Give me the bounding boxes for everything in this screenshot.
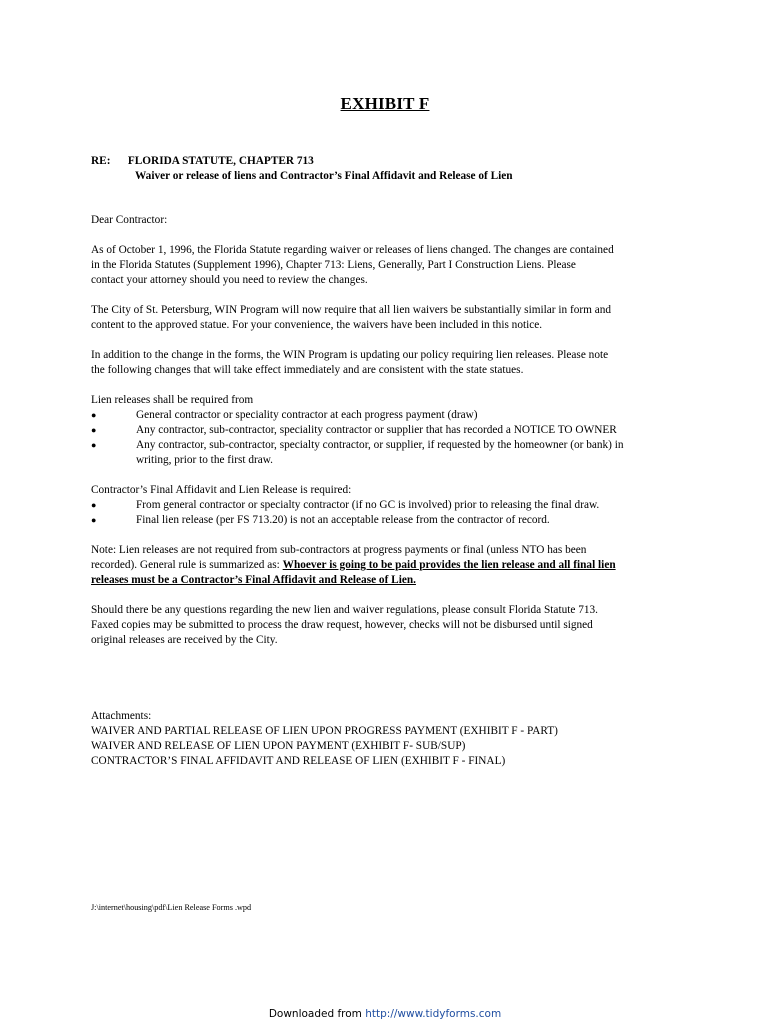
paragraph-line: Note: Lien releases are not required from sub-contractors at progress payments or final (unless NTO has been <box>91 544 587 556</box>
paragraph-win-program <box>91 303 691 333</box>
paragraph-line: Should there be any questions regarding the new lien and waiver regulations, please consult Florida Statute 713. <box>91 604 598 616</box>
bullet-icon: ● <box>91 410 97 420</box>
paragraph-line: the following changes that will take effect immediately and are consistent with the state statues. <box>91 364 524 376</box>
list-heading: Lien releases shall be required from <box>91 394 254 406</box>
attachment-item: WAIVER AND PARTIAL RELEASE OF LIEN UPON PROGRESS PAYMENT (EXHIBIT F - PART) <box>91 725 558 737</box>
bullet-icon: ● <box>91 440 97 450</box>
paragraph-line <box>91 558 691 573</box>
paragraph-line: In addition to the change in the forms, the WIN Program is updating our policy requiring lien releases. Please note <box>91 349 609 361</box>
general-rule-emphasis: releases must be a Contractor’s Final Affidavit and Release of Lien. <box>91 574 416 586</box>
note-text: recorded). General rule is summarized as: <box>91 559 283 571</box>
footer-link[interactable]: http://www.tidyforms.com <box>365 1008 502 1020</box>
list-item <box>91 408 691 423</box>
list-item <box>91 423 691 438</box>
paragraph-statute-change <box>91 243 691 288</box>
subject-block <box>91 154 513 184</box>
paragraph-line: contact your attorney should you need to review the changes. <box>91 274 368 286</box>
paragraph-line: Faxed copies may be submitted to process the draw request, however, checks will not be disbursed until signed <box>91 619 593 631</box>
bullet-icon: ● <box>91 500 97 510</box>
salutation: Dear Contractor: <box>91 214 168 226</box>
list-item <box>91 438 691 453</box>
bullet-icon: ● <box>91 515 97 525</box>
attachments-list <box>91 709 558 769</box>
lien-release-requirements <box>91 393 691 468</box>
list-item <box>91 498 691 513</box>
paragraph-line: The City of St. Petersburg, WIN Program will now require that all lien waivers be substantially similar in form and <box>91 304 612 316</box>
subject-line-1: FLORIDA STATUTE, CHAPTER 713 <box>127 155 314 167</box>
list-item-text: Any contractor, sub-contractor, specialty contractor, or supplier, if requested by the homeowner (or bank) in <box>136 439 624 451</box>
file-path: J:\internet\housing\pdf\Lien Release Forms .wpd <box>91 903 252 912</box>
list-item <box>91 513 691 528</box>
download-footer <box>0 1008 770 1020</box>
list-item-text: General contractor or speciality contractor at each progress payment (draw) <box>136 409 478 421</box>
paragraph-policy-update <box>91 348 691 378</box>
footer-prefix: Downloaded from <box>268 1008 366 1020</box>
attachment-item: CONTRACTOR’S FINAL AFFIDAVIT AND RELEASE OF LIEN (EXHIBIT F - FINAL) <box>91 755 506 767</box>
list-item-continuation <box>91 453 691 468</box>
list-item-text: Any contractor, sub-contractor, speciality contractor or supplier that has recorded a NOTICE TO OWNER <box>136 424 617 436</box>
re-label: RE: <box>91 155 111 167</box>
list-heading: Contractor’s Final Affidavit and Lien Release is required: <box>91 484 352 496</box>
document-title: EXHIBIT F <box>340 94 430 113</box>
final-affidavit-requirements <box>91 483 691 528</box>
paragraph-line: As of October 1, 1996, the Florida Statute regarding waiver or releases of liens changed. The changes are contained <box>91 244 614 256</box>
attachment-item: WAIVER AND RELEASE OF LIEN UPON PAYMENT (EXHIBIT F- SUB/SUP) <box>91 740 466 752</box>
paragraph-line: content to the approved statue. For your convenience, the waivers have been included in this notice. <box>91 319 543 331</box>
note-paragraph <box>91 543 691 588</box>
subject-line-2: Waiver or release of liens and Contractor’s Final Affidavit and Release of Lien <box>135 170 513 182</box>
list-item-text: Final lien release (per FS 713.20) is not an acceptable release from the contractor of record. <box>136 514 550 526</box>
questions-paragraph <box>91 603 691 648</box>
paragraph-line: original releases are received by the City. <box>91 634 278 646</box>
list-item-text: writing, prior to the first draw. <box>136 454 273 466</box>
bullet-icon: ● <box>91 425 97 435</box>
attachments-heading: Attachments: <box>91 710 152 722</box>
general-rule-emphasis: Whoever is going to be paid provides the lien release and all final lien <box>282 559 616 571</box>
paragraph-line: in the Florida Statutes (Supplement 1996), Chapter 713: Liens, Generally, Part I Construction Liens. Please <box>91 259 576 271</box>
list-item-text: From general contractor or specialty contractor (if no GC is involved) prior to releasing the final draw. <box>136 499 600 511</box>
